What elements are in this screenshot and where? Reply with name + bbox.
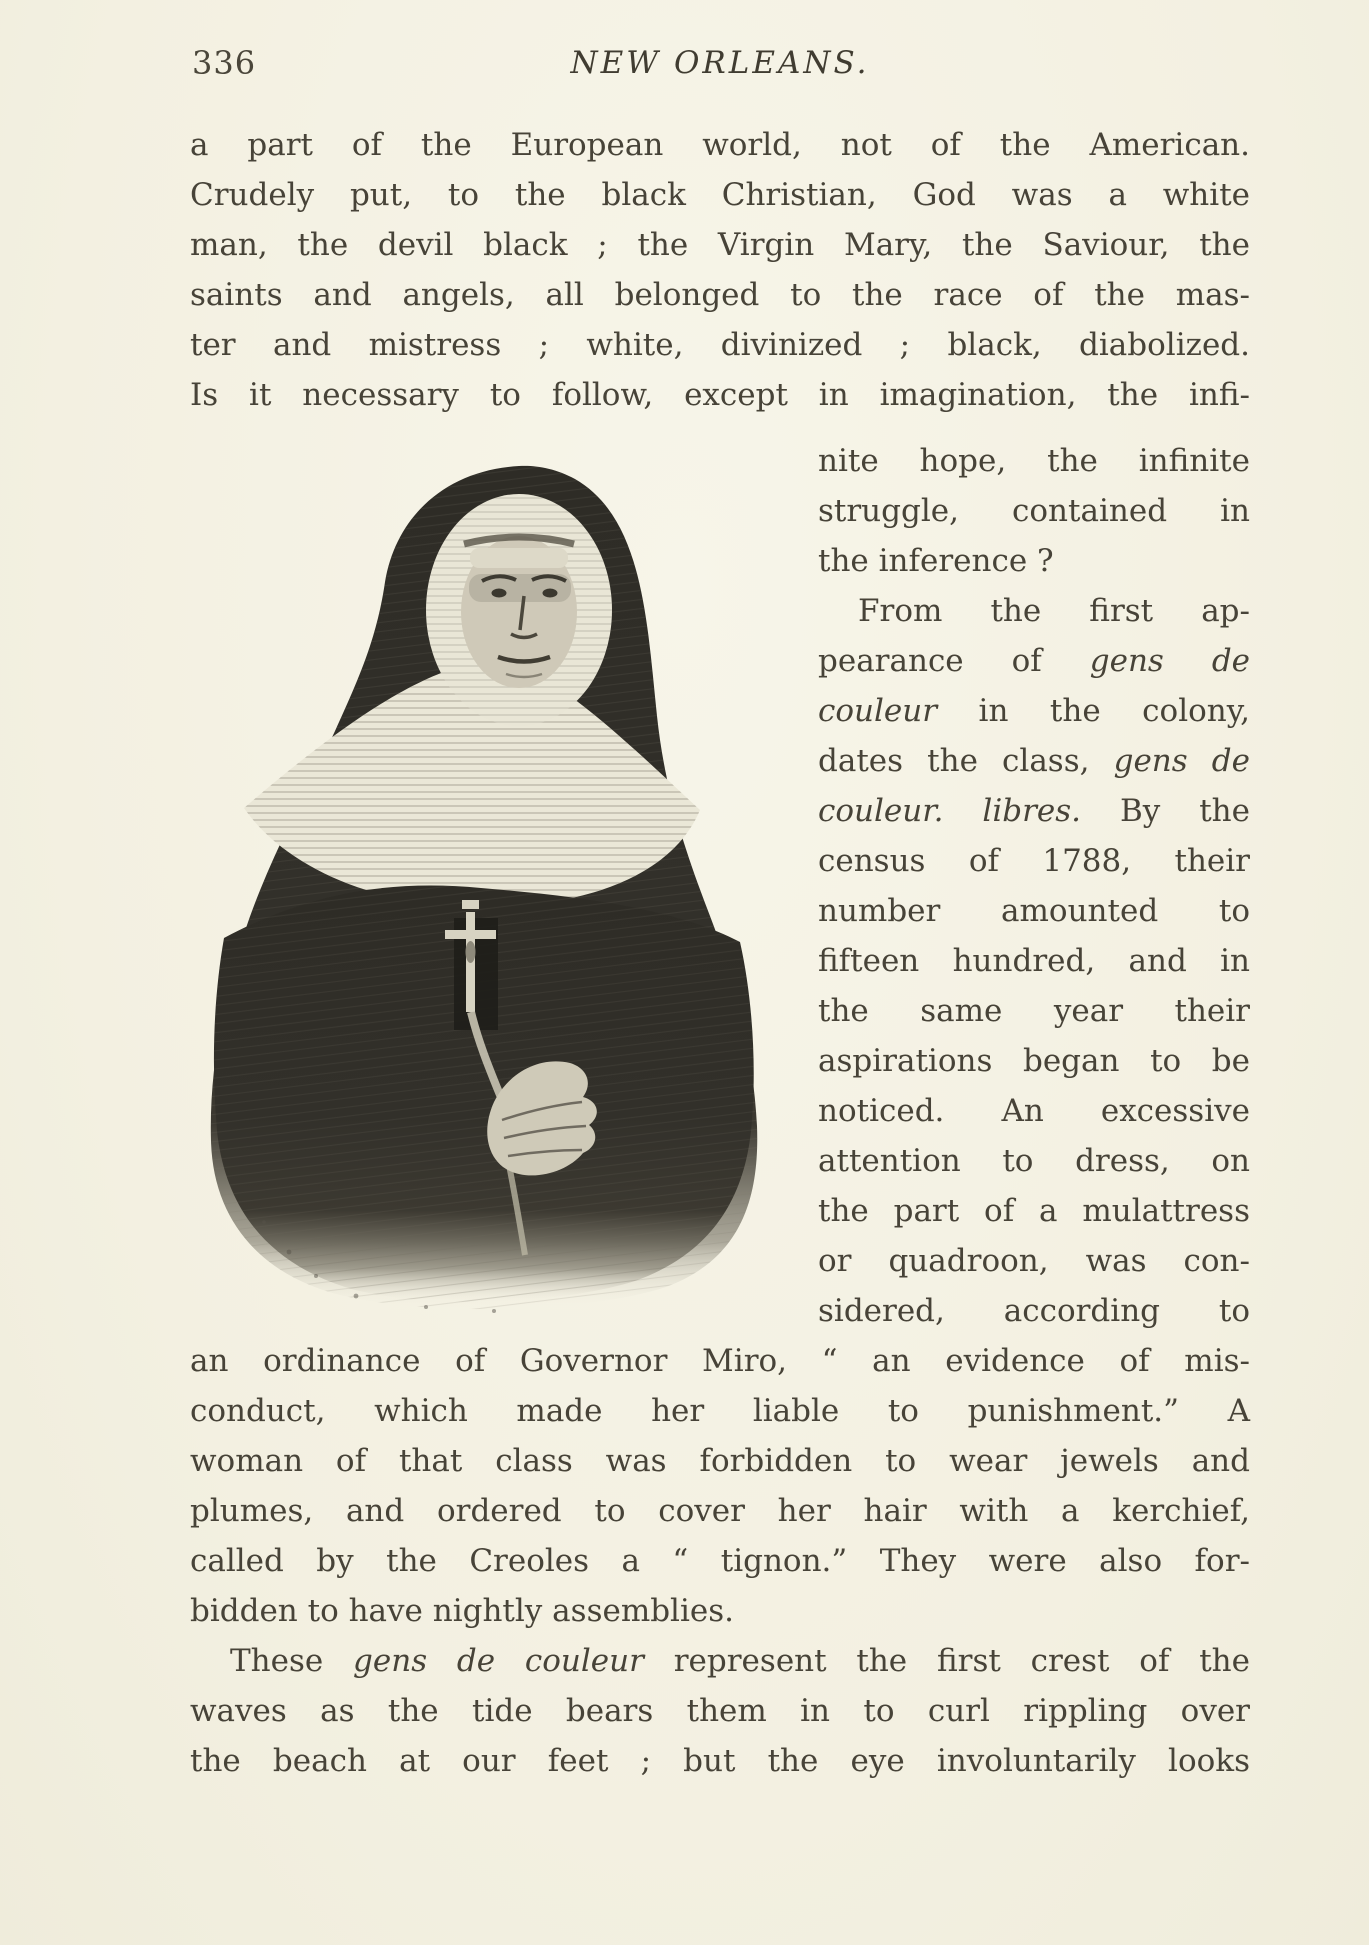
text-line: number amounted to bbox=[818, 893, 1250, 929]
paragraph-top bbox=[190, 120, 1250, 420]
text-line: couleur in the colony, bbox=[818, 693, 1250, 729]
text-block bbox=[190, 42, 1250, 1786]
text-line: aspirations began to be bbox=[818, 1043, 1250, 1079]
text-line: noticed. An excessive bbox=[818, 1093, 1250, 1129]
page-header bbox=[190, 42, 1250, 104]
text-line: sidered, according to bbox=[818, 1293, 1250, 1329]
text-line: the inference ? bbox=[818, 543, 1054, 579]
text-line: or quadroon, was con- bbox=[818, 1243, 1250, 1279]
text-line: From the first ap- bbox=[858, 593, 1250, 629]
nun-portrait-engraving bbox=[194, 460, 772, 1318]
text-line: Is it necessary to follow, except in imagination, the infi- bbox=[190, 377, 1250, 413]
text-line: Crudely put, to the black Christian, God was a white bbox=[190, 177, 1250, 213]
text-line: called by the Creoles a “ tignon.” They were also for- bbox=[190, 1543, 1250, 1579]
text-line: waves as the tide bears them in to curl rippling over bbox=[190, 1693, 1250, 1729]
paragraph-bottom bbox=[190, 1636, 1250, 1786]
text-line: ter and mistress ; white, divinized ; black, diabolized. bbox=[190, 327, 1250, 363]
text-line: the part of a mulattress bbox=[818, 1193, 1250, 1229]
text-line: couleur. libres. By the bbox=[818, 793, 1250, 829]
text-line: the same year their bbox=[818, 993, 1250, 1029]
left-eye bbox=[492, 589, 507, 598]
wrapped-column bbox=[818, 436, 1250, 1336]
text-line: nite hope, the infinite bbox=[818, 443, 1250, 479]
paragraph-middle bbox=[190, 1336, 1250, 1636]
text-line: fifteen hundred, and in bbox=[818, 943, 1250, 979]
text-line: conduct, which made her liable to punishment.” A bbox=[190, 1393, 1250, 1429]
text-line: struggle, contained in bbox=[818, 493, 1250, 529]
running-title: NEW ORLEANS. bbox=[570, 45, 870, 81]
text-line: woman of that class was forbidden to wear jewels and bbox=[190, 1443, 1250, 1479]
crucifix-corpus bbox=[466, 941, 476, 963]
crucifix-top-knob bbox=[462, 900, 479, 909]
wrap-section bbox=[190, 420, 1250, 1336]
text-line: the beach at our feet ; but the eye involuntarily looks bbox=[190, 1743, 1250, 1779]
text-line: saints and angels, all belonged to the race of the mas- bbox=[190, 277, 1250, 313]
text-line: bidden to have nightly assemblies. bbox=[190, 1593, 734, 1629]
crucifix-crossbar bbox=[445, 930, 496, 939]
right-eye bbox=[543, 589, 558, 598]
forehead-band bbox=[470, 548, 568, 568]
text-line: man, the devil black ; the Virgin Mary, the Saviour, the bbox=[190, 227, 1250, 263]
text-line: plumes, and ordered to cover her hair with a kerchief, bbox=[190, 1493, 1250, 1529]
text-line: census of 1788, their bbox=[818, 843, 1250, 879]
text-line: a part of the European world, not of the American. bbox=[190, 127, 1250, 163]
text-line: attention to dress, on bbox=[818, 1143, 1250, 1179]
text-line: an ordinance of Governor Miro, “ an evidence of mis- bbox=[190, 1343, 1250, 1379]
text-line: dates the class, gens de bbox=[818, 743, 1250, 779]
page-number: 336 bbox=[192, 44, 257, 82]
text-line: pearance of gens de bbox=[818, 643, 1251, 679]
text-line: These gens de couleur represent the first crest of the bbox=[230, 1643, 1250, 1679]
